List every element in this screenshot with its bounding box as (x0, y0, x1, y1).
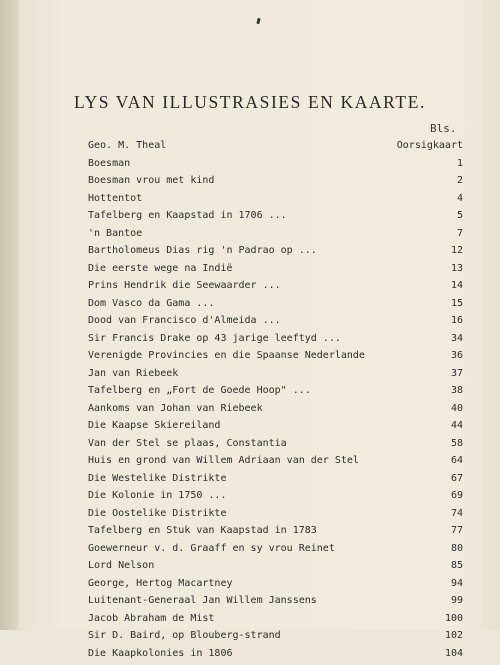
entry-page: 69 (451, 490, 463, 501)
entry-page: 100 (445, 613, 463, 624)
list-item (88, 420, 463, 438)
entry-page: 74 (451, 508, 463, 519)
list-item (88, 473, 463, 491)
page-column-header: Bls. (430, 122, 457, 135)
entry-label: Huis en grond van Willem Adriaan van der Stel (88, 455, 359, 466)
list-item (88, 438, 463, 456)
ink-mark (256, 18, 260, 25)
list-item (88, 508, 463, 526)
entry-label: Aankoms van Johan van Riebeek (88, 403, 263, 414)
list-item (88, 403, 463, 421)
entry-page: 2 (457, 175, 463, 186)
entry-page: 16 (451, 315, 463, 326)
list-item (88, 525, 463, 543)
entry-page: 4 (457, 193, 463, 204)
list-item (88, 368, 463, 386)
entry-page: 38 (451, 385, 463, 396)
list-item (88, 298, 463, 316)
entry-label: Die Oostelike Distrikte (88, 508, 226, 519)
list-item (88, 613, 463, 631)
list-item (88, 280, 463, 298)
entry-label: Boesman vrou met kind (88, 175, 214, 186)
entry-label: Jan van Riebeek (88, 368, 178, 379)
entry-label: Prins Hendrik die Seewaarder ... (88, 280, 281, 291)
entry-page: 13 (451, 263, 463, 274)
entry-page: 99 (451, 595, 463, 606)
entry-label: Tafelberg en „Fort de Goede Hoop" ... (88, 385, 311, 396)
entry-page: 12 (451, 245, 463, 256)
entry-label: 'n Bantoe (88, 228, 142, 239)
entry-label: Van der Stel se plaas, Constantia (88, 438, 287, 449)
list-item (88, 263, 463, 281)
entry-page: 58 (451, 438, 463, 449)
entry-label: Verenigde Provincies en die Spaanse Nederlande (88, 350, 365, 361)
entry-label: Die Kaapse Skiereiland (88, 420, 220, 431)
entry-page: 64 (451, 455, 463, 466)
entry-page: 67 (451, 473, 463, 484)
list-item (88, 630, 463, 648)
entry-label: Boesman (88, 158, 130, 169)
entry-page: 77 (451, 525, 463, 536)
list-item (88, 560, 463, 578)
entry-page: 15 (451, 298, 463, 309)
entry-label: Tafelberg en Stuk van Kaapstad in 1783 (88, 525, 317, 536)
entry-label: Goewerneur v. d. Graaff en sy vrou Reinet (88, 543, 335, 554)
entry-label: Dood van Francisco d'Almeida ... (88, 315, 281, 326)
list-item (88, 333, 463, 351)
entry-label: Die Kaapkolonies in 1806 (88, 648, 233, 659)
list-item (88, 578, 463, 596)
entry-label: Sir D. Baird, op Blouberg-strand (88, 630, 281, 641)
list-item (88, 158, 463, 176)
entry-label: George, Hertog Macartney (88, 578, 233, 589)
entry-label: Die eerste wege na Indië (88, 263, 233, 274)
entry-page: 1 (457, 158, 463, 169)
entry-page: 37 (451, 368, 463, 379)
entry-page: 7 (457, 228, 463, 239)
list-item (88, 490, 463, 508)
list-item (88, 245, 463, 263)
list-item (88, 350, 463, 368)
entry-page: 102 (445, 630, 463, 641)
list-item (88, 455, 463, 473)
entry-page: 85 (451, 560, 463, 571)
entry-label: Bartholomeus Dias rig 'n Padrao op ... (88, 245, 317, 256)
list-item (88, 210, 463, 228)
entry-label: Sir Francis Drake op 43 jarige leeftyd ... (88, 333, 341, 344)
entry-label: Lord Nelson (88, 560, 154, 571)
page-title: LYS VAN ILLUSTRASIES EN KAARTE. (0, 92, 500, 113)
entry-page: 94 (451, 578, 463, 589)
entry-label: Jacob Abraham de Mist (88, 613, 214, 624)
list-item (88, 175, 463, 193)
list-item (88, 543, 463, 561)
entry-label: Dom Vasco da Gama ... (88, 298, 214, 309)
entry-label: Luitenant-Generaal Jan Willem Janssens (88, 595, 317, 606)
entry-page: 40 (451, 403, 463, 414)
illustrations-list (88, 140, 463, 665)
list-item (88, 595, 463, 613)
list-item (88, 140, 463, 158)
list-item (88, 315, 463, 333)
entry-page: 44 (451, 420, 463, 431)
list-item (88, 193, 463, 211)
entry-page: 36 (451, 350, 463, 361)
entry-label: Geo. M. Theal (88, 140, 166, 151)
entry-page: 104 (445, 648, 463, 659)
entry-page: 14 (451, 280, 463, 291)
entry-label: Die Kolonie in 1750 ... (88, 490, 226, 501)
entry-page: 5 (457, 210, 463, 221)
entry-page: 34 (451, 333, 463, 344)
entry-label: Hottentot (88, 193, 142, 204)
list-item (88, 385, 463, 403)
entry-label: Die Westelike Distrikte (88, 473, 226, 484)
entry-page: 80 (451, 543, 463, 554)
list-item (88, 648, 463, 665)
entry-label: Tafelberg en Kaapstad in 1706 ... (88, 210, 287, 221)
entry-page: Oorsigkaart (397, 140, 463, 151)
list-item (88, 228, 463, 246)
